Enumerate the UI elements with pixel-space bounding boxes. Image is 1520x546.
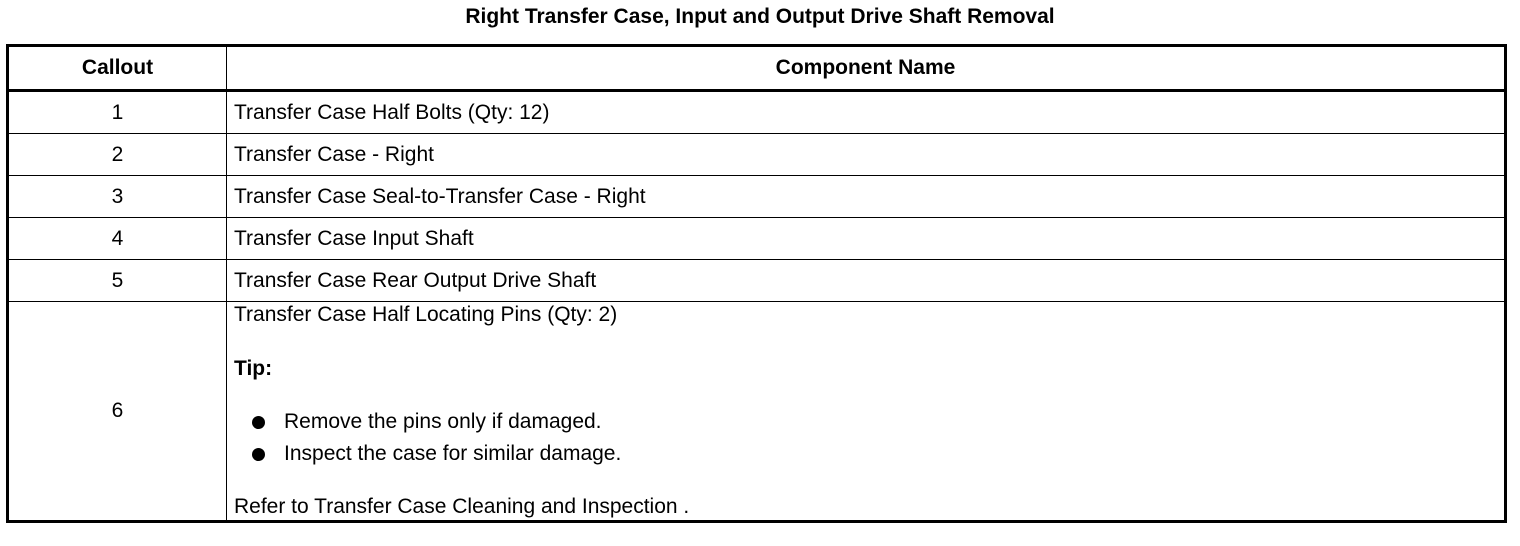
header-callout: Callout bbox=[8, 46, 227, 91]
page-title: Right Transfer Case, Input and Output Drive Shaft Removal bbox=[465, 5, 1055, 28]
tip-text: Remove the pins only if damaged. bbox=[284, 410, 602, 433]
list-item bbox=[252, 406, 1497, 438]
callout-cell: 2 bbox=[8, 134, 227, 176]
bullet-icon bbox=[252, 448, 265, 461]
callout-cell: 6 bbox=[8, 302, 227, 522]
tip-colon: : bbox=[265, 357, 273, 380]
component-cell: Transfer Case - Right bbox=[227, 134, 1506, 176]
table-header-row bbox=[8, 46, 1506, 91]
callout-cell: 5 bbox=[8, 260, 227, 302]
component-name: Transfer Case Half Locating Pins (Qty: 2) bbox=[234, 303, 618, 326]
reference-text: Refer to Transfer Case Cleaning and Inspection . bbox=[234, 495, 690, 518]
list-item bbox=[252, 438, 1497, 470]
bullet-icon bbox=[252, 416, 265, 429]
component-cell: Transfer Case Seal-to-Transfer Case - Right bbox=[227, 176, 1506, 218]
header-component-name: Component Name bbox=[227, 46, 1506, 91]
tip-text: Inspect the case for similar damage. bbox=[284, 442, 622, 465]
table-row bbox=[8, 260, 1506, 302]
table-row bbox=[8, 302, 1506, 522]
component-cell-with-tip bbox=[227, 302, 1506, 522]
component-cell: Transfer Case Input Shaft bbox=[227, 218, 1506, 260]
tip-list bbox=[234, 406, 1497, 470]
table-row bbox=[8, 218, 1506, 260]
callout-cell: 1 bbox=[8, 91, 227, 134]
callout-cell: 4 bbox=[8, 218, 227, 260]
components-table bbox=[6, 44, 1507, 523]
component-cell: Transfer Case Rear Output Drive Shaft bbox=[227, 260, 1506, 302]
callout-cell: 3 bbox=[8, 176, 227, 218]
component-cell: Transfer Case Half Bolts (Qty: 12) bbox=[227, 91, 1506, 134]
table-row bbox=[8, 91, 1506, 134]
tip-label: Tip bbox=[234, 357, 266, 380]
table-row bbox=[8, 176, 1506, 218]
table-row bbox=[8, 134, 1506, 176]
tip-heading bbox=[234, 356, 1497, 382]
